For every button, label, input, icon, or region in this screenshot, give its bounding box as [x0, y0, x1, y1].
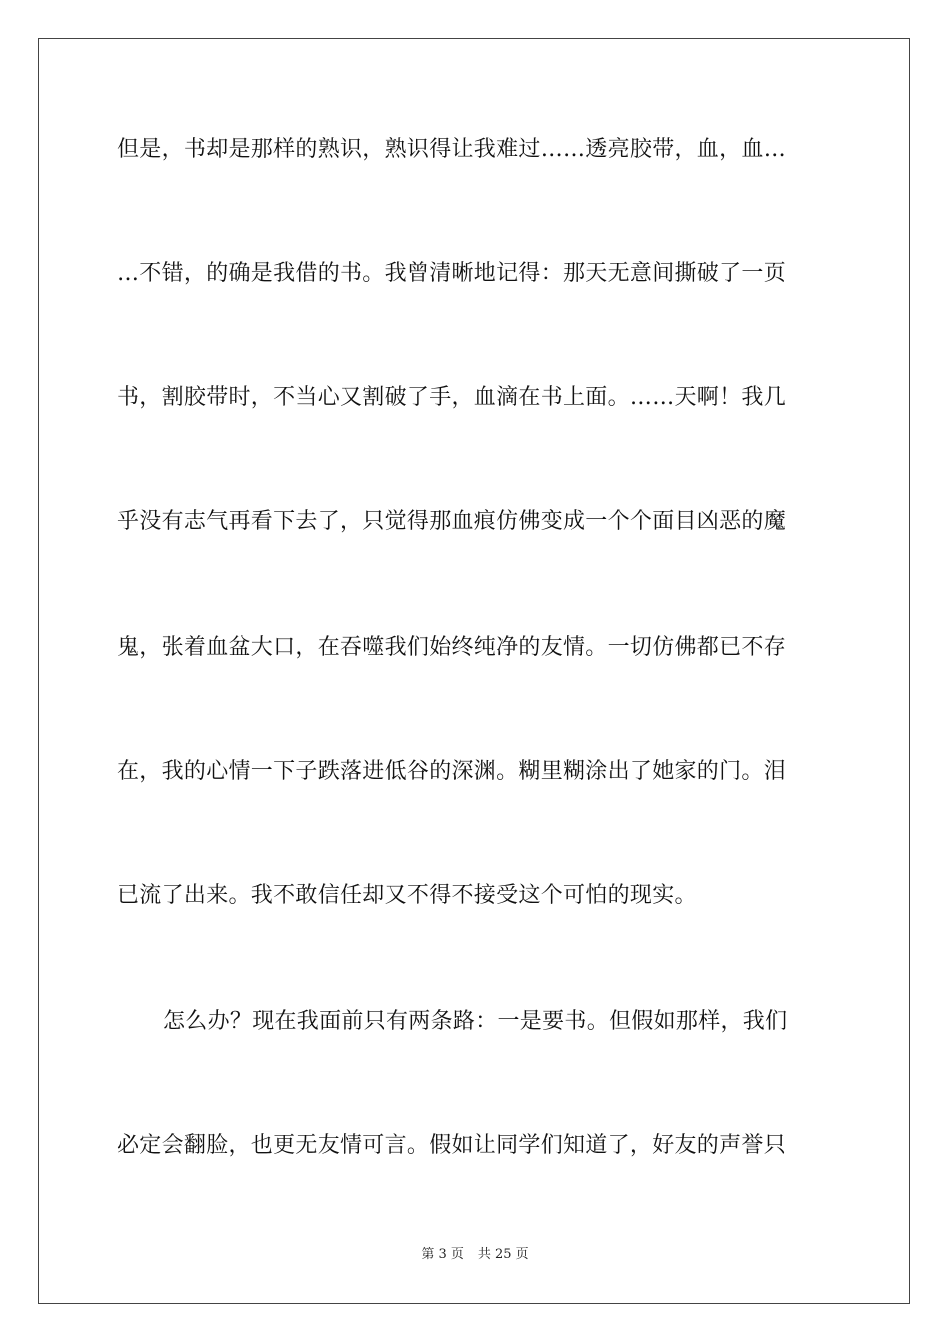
page-total: 共 25 页: [477, 1247, 529, 1262]
text-line: 已流了出来。我不敢信任却又不得不接受这个可怕的现实。: [117, 883, 697, 908]
text-line: 必定会翻脸，也更无友情可言。假如让同学们知道了，好友的声誉只: [117, 1133, 787, 1158]
text-line: 在，我的心情一下子跌落进低谷的深渊。糊里糊涂出了她家的门。泪: [117, 759, 787, 784]
text-line: 乎没有志气再看下去了，只觉得那血痕仿佛变成一个个面目凶恶的魔: [117, 509, 787, 534]
text-line: 但是，书却是那样的熟识，熟识得让我难过……透亮胶带，血，血…: [117, 137, 787, 162]
page-frame: [38, 38, 910, 1304]
text-line: 鬼，张着血盆大口，在吞噬我们始终纯净的友情。一切仿佛都已不存: [117, 635, 787, 660]
page-footer: [0, 1246, 950, 1264]
text-line-paragraph-start: 怎么办？现在我面前只有两条路：一是要书。但假如那样，我们: [163, 1009, 788, 1034]
text-line: 书，割胶带时，不当心又割破了手，血滴在书上面。……天啊！我几: [117, 385, 787, 410]
page-number: 第 3 页: [421, 1247, 464, 1262]
text-line: …不错，的确是我借的书。我曾清晰地记得：那天无意间撕破了一页: [117, 261, 787, 286]
